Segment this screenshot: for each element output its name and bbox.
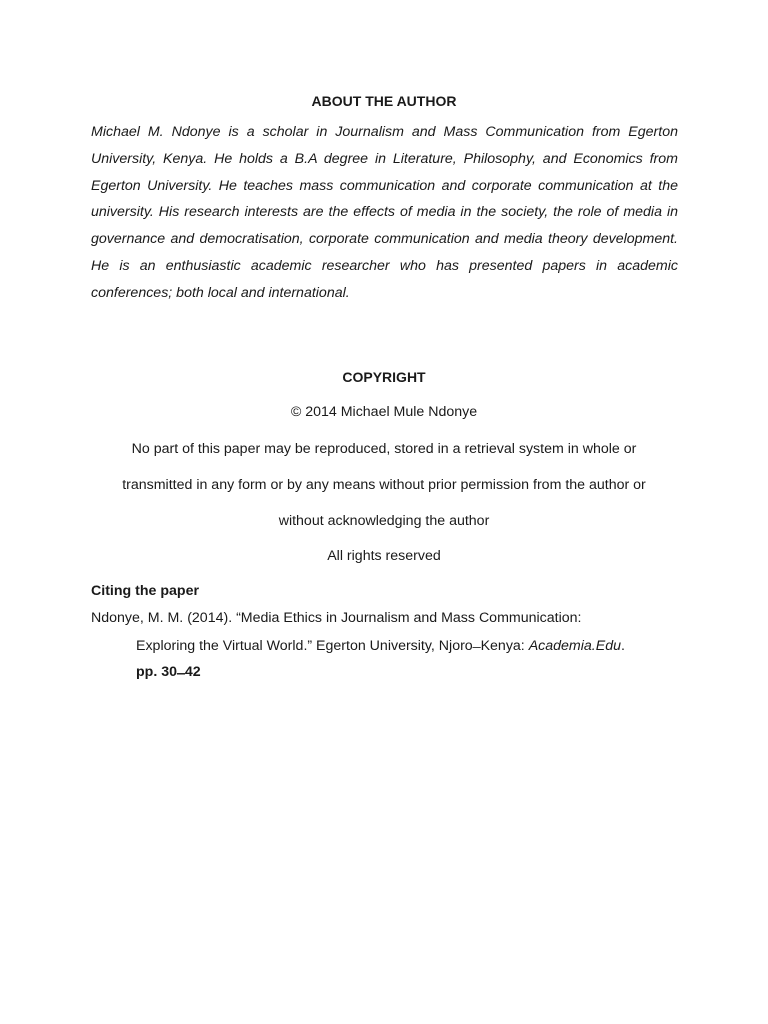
copyright-owner: © 2014 Michael Mule Ndonye [290, 404, 478, 420]
citation-line-1: Ndonye, M. M. (2014). “Media Ethics in Journalism and Mass Communication: [91, 610, 582, 626]
about-heading: ABOUT THE AUTHOR [311, 93, 457, 109]
copyright-notice-line-2: transmitted in any form or by any means without prior permission from the author or [122, 477, 646, 493]
rights-reserved: All rights reserved [327, 548, 441, 564]
citation-pages: pp. 30 ̶ 42 [136, 664, 201, 680]
citation-period: . [620, 638, 625, 654]
copyright-heading: COPYRIGHT [342, 369, 426, 385]
citation-source: Academia.Edu [528, 638, 621, 654]
citation-heading: Citing the paper [91, 583, 199, 599]
citation-text: Exploring the Virtual World.” Egerton University, Njoro ̶ Kenya: [136, 638, 529, 654]
citation-line-2 [136, 638, 625, 654]
copyright-notice-line-1: No part of this paper may be reproduced, stored in a retrieval system in whole or [131, 441, 637, 457]
about-paragraph: Michael M. Ndonye is a scholar in Journalism and Mass Communication from Egerton University, Kenya. He holds a B.A degree in Literature, Philosophy, and Economics from Egerton University. He teaches mass communication and corporate communication at the university. His research interests are the effects of media in the society, the role of media in governance and democratisation, corporate communication and media theory development. He is an enthusiastic academic researcher who has presented papers in academic conferences; both local and international. [91, 124, 678, 301]
copyright-notice-line-3: without acknowledging the author [278, 513, 490, 529]
